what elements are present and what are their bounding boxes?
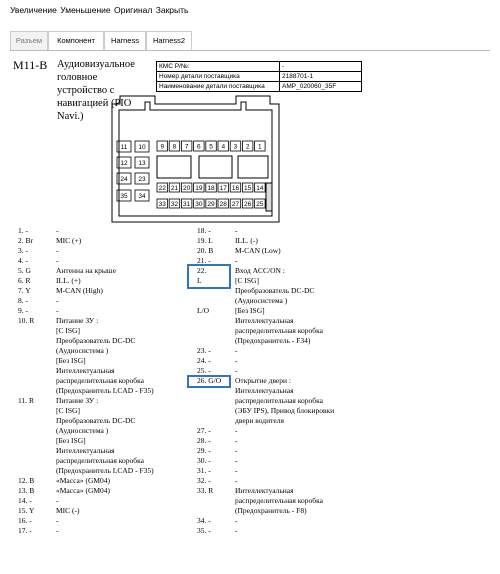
pin-number-30: 30 xyxy=(195,200,203,208)
pin-12-desc: «Масса» (GM04) xyxy=(56,476,111,485)
pin-10-desc-1: Питание ЗУ : xyxy=(56,316,99,325)
pin-number-9: 9 xyxy=(160,143,165,151)
pin-23-desc: - xyxy=(235,346,238,355)
pin-number-24: 24 xyxy=(120,175,128,183)
pin-number-14: 14 xyxy=(256,184,264,192)
pin-number-23: 23 xyxy=(138,175,146,183)
kmc-label: КМС Р/№: xyxy=(157,62,280,72)
pin-13-desc: «Масса» (GM04) xyxy=(56,486,111,495)
pin-27-label: 27. - xyxy=(197,426,211,435)
tab-component[interactable]: Компонент xyxy=(48,31,104,50)
pin-4-desc: - xyxy=(56,256,59,265)
original-size-button[interactable]: Оригинал xyxy=(114,5,153,15)
pin-number-17: 17 xyxy=(219,184,227,192)
supplier-name-label: Наименование детали поставщика xyxy=(157,82,280,92)
pin-29-desc: - xyxy=(235,446,238,455)
pin-26-desc-1: Открытие двери : xyxy=(235,376,291,385)
pin-11-desc-5: [Без ISG] xyxy=(56,436,86,445)
tab-harness2[interactable]: Harness2 xyxy=(146,31,192,50)
pin-16-label: 16. - xyxy=(18,516,32,525)
pin-14-label: 14. - xyxy=(18,496,32,505)
pin-11-desc-3: Преобразователь DC-DC xyxy=(56,416,136,425)
pin-3-label: 3. - xyxy=(18,246,28,255)
pin-25-desc: - xyxy=(235,366,238,375)
pin-number-11: 11 xyxy=(120,143,128,151)
pin-number-31: 31 xyxy=(183,200,191,208)
kmc-value: - xyxy=(280,62,362,72)
pin-7-label: 7. Y xyxy=(18,286,31,295)
pin-33-label: 33. R xyxy=(197,486,214,495)
pin-number-4: 4 xyxy=(221,143,226,151)
pin-19-label: 19. L xyxy=(197,236,213,245)
tab-harness[interactable]: Harness xyxy=(104,31,146,50)
pin-31-desc: - xyxy=(235,466,238,475)
pin-number-32: 32 xyxy=(170,200,179,208)
pin-number-21: 21 xyxy=(170,184,179,192)
pin-number-5: 5 xyxy=(209,143,213,151)
pin-10-label: 10. R xyxy=(18,316,35,325)
pin-number-1: 1 xyxy=(258,143,262,151)
pin-32-label: 32. - xyxy=(197,476,211,485)
pin-23-label: 23. - xyxy=(197,346,211,355)
pin-11-desc-1: Питание ЗУ : xyxy=(56,396,99,405)
pin-32-desc: - xyxy=(235,476,238,485)
pin-9-desc: - xyxy=(56,306,59,315)
pin-17-desc: - xyxy=(56,526,59,535)
pin-26-desc-4: (ЭБУ IPS), Привод блокировки xyxy=(235,406,335,415)
pin-number-10: 10 xyxy=(138,143,146,151)
pin-20-label: 20. B xyxy=(197,246,214,255)
pin-28-desc: - xyxy=(235,436,238,445)
pin-33-desc-3: (Предохранитель - F8) xyxy=(235,506,307,515)
pin-24-desc: - xyxy=(235,356,238,365)
connector-code: M11-B xyxy=(13,58,48,72)
pin-number-22: 22 xyxy=(158,184,166,192)
pin-22-label: 22. xyxy=(197,266,207,275)
pin-35-desc: - xyxy=(235,526,238,535)
pin-number-33: 33 xyxy=(158,200,166,208)
pin-22-alt-color: L/O xyxy=(197,306,210,315)
supplier-part-label: Номер детали поставщика xyxy=(157,72,280,82)
pin-34-desc: - xyxy=(235,516,238,525)
pin-30-label: 30. - xyxy=(197,456,211,465)
pin-number-35: 35 xyxy=(120,192,128,200)
pin-16-desc: - xyxy=(56,516,59,525)
pin-10-desc-5: [Без ISG] xyxy=(56,356,86,365)
close-button[interactable]: Закрыть xyxy=(155,5,189,15)
pin-21-label: 21. - xyxy=(197,256,211,265)
pin-15-desc: MIC (-) xyxy=(56,506,80,515)
pin-2-label: 2. Br xyxy=(18,236,33,245)
pin-number-28: 28 xyxy=(219,200,227,208)
zoom-out-button[interactable]: Уменьшение xyxy=(60,5,111,15)
pin-number-7: 7 xyxy=(184,143,189,151)
pin-33-desc-1: Интеллектуальная xyxy=(235,486,294,495)
pin-20-desc: M-CAN (Low) xyxy=(235,246,281,255)
tab-connector[interactable]: Разъем xyxy=(10,31,48,50)
pin-33-desc-2: распределительная коробка xyxy=(235,496,323,505)
connector-title: Аудиовизуальное головное устройство с навигацией (PIO Navi.) xyxy=(57,59,135,122)
pin-11-desc-6: Интеллектуальная xyxy=(56,446,115,455)
pin-22-desc-2: [С ISG] xyxy=(235,276,259,285)
zoom-in-button[interactable]: Увеличение xyxy=(10,5,57,15)
pin-29-label: 29. - xyxy=(197,446,211,455)
pin-28-label: 28. - xyxy=(197,436,211,445)
pin-number-2: 2 xyxy=(245,143,250,151)
pin-11-desc-8: (Предохранитель LCAD - F35) xyxy=(56,466,154,475)
pin-11-desc-2: [С ISG] xyxy=(56,406,80,415)
pin-number-13: 13 xyxy=(138,159,146,167)
pin-number-19: 19 xyxy=(195,184,203,192)
pin-7-desc: M-CAN (High) xyxy=(56,286,103,295)
pin-26-label: 26. G/O xyxy=(197,376,222,385)
pin-26-desc-2: Интеллектуальная xyxy=(235,386,294,395)
pin-10-desc-6: Интеллектуальная xyxy=(56,366,115,375)
pin-number-8: 8 xyxy=(172,143,177,151)
pin-19-desc: ILL. (-) xyxy=(235,236,258,245)
supplier-part-value: 2188701-1 xyxy=(280,72,362,82)
pin-5-desc: Антенна на крыше xyxy=(56,266,117,275)
pin-number-27: 27 xyxy=(231,200,240,208)
pin-18-desc: - xyxy=(235,226,238,235)
pin-2-desc: MIC (+) xyxy=(56,236,82,245)
pin-8-label: 8. - xyxy=(18,296,28,305)
pin-number-34: 34 xyxy=(138,192,146,200)
pin-22-desc-4: (Аудиосистема ) xyxy=(235,296,288,305)
pin-26-highlight xyxy=(187,375,231,388)
pin-10-desc-7: распределительная коробка xyxy=(56,376,144,385)
pin-4-label: 4. - xyxy=(18,256,28,265)
pin-31-label: 31. - xyxy=(197,466,211,475)
pin-11-label: 11. R xyxy=(18,396,34,405)
pin-26-desc-3: распределительная коробка xyxy=(235,396,323,405)
pin-11-desc-7: распределительная коробка xyxy=(56,456,144,465)
pin-22-desc-3: Преобразователь DC-DC xyxy=(235,286,315,295)
pin-1-desc: - xyxy=(56,226,59,235)
pin-34-label: 34. - xyxy=(197,516,211,525)
pin-6-label: 6. R xyxy=(18,276,31,285)
pin-3-desc: - xyxy=(56,246,59,255)
pin-22-desc-5: [Без ISG] xyxy=(235,306,265,315)
pin-10-desc-8: (Предохранитель LCAD - F35) xyxy=(56,386,154,395)
pin-6-desc: ILL. (+) xyxy=(56,276,81,285)
pin-24-label: 24. - xyxy=(197,356,211,365)
pin-22-desc-8: (Предохранитель - F34) xyxy=(235,336,311,345)
pin-17-label: 17. - xyxy=(18,526,32,535)
pin-27-desc: - xyxy=(235,426,238,435)
pin-15-label: 15. Y xyxy=(18,506,35,515)
pin-5-label: 5. G xyxy=(18,266,31,275)
pin-22-desc-7: распределительная коробка xyxy=(235,326,323,335)
pin-number-3: 3 xyxy=(233,143,238,151)
pin-number-26: 26 xyxy=(244,200,252,208)
pin-18-label: 18. - xyxy=(197,226,211,235)
pin-number-29: 29 xyxy=(207,200,215,208)
pin-12-label: 12. B xyxy=(18,476,35,485)
pin-number-12: 12 xyxy=(120,159,128,167)
pin-13-label: 13. B xyxy=(18,486,35,495)
pin-30-desc: - xyxy=(235,456,238,465)
pin-8-desc: - xyxy=(56,296,59,305)
pin-22-desc-6: Интеллектуальная xyxy=(235,316,294,325)
pin-35-label: 35. - xyxy=(197,526,211,535)
pin-number-6: 6 xyxy=(197,143,201,151)
pin-number-18: 18 xyxy=(207,184,215,192)
pin-9-label: 9. - xyxy=(18,306,28,315)
pin-26-desc-5: двери водителя xyxy=(235,416,284,425)
pin-10-desc-2: [С ISG] xyxy=(56,326,80,335)
supplier-name-value: AMP_020060_35F xyxy=(280,82,362,92)
pin-10-desc-3: Преобразователь DC-DC xyxy=(56,336,136,345)
pin-25-label: 25. - xyxy=(197,366,211,375)
pin-number-16: 16 xyxy=(231,184,240,192)
pin-11-desc-4: (Аудиосистема ) xyxy=(56,426,109,435)
pin-22-highlight xyxy=(187,264,231,289)
pin-1-label: 1. - xyxy=(18,226,28,235)
pin-22-desc-1: Вход ACC/ON : xyxy=(235,266,285,275)
pin-14-desc: - xyxy=(56,496,59,505)
pin-22-color: L xyxy=(197,276,202,285)
pin-number-20: 20 xyxy=(183,184,191,192)
pin-number-15: 15 xyxy=(244,184,252,192)
pin-21-desc: - xyxy=(235,256,238,265)
pin-number-25: 25 xyxy=(256,200,264,208)
pin-10-desc-4: (Аудиосистема ) xyxy=(56,346,109,355)
